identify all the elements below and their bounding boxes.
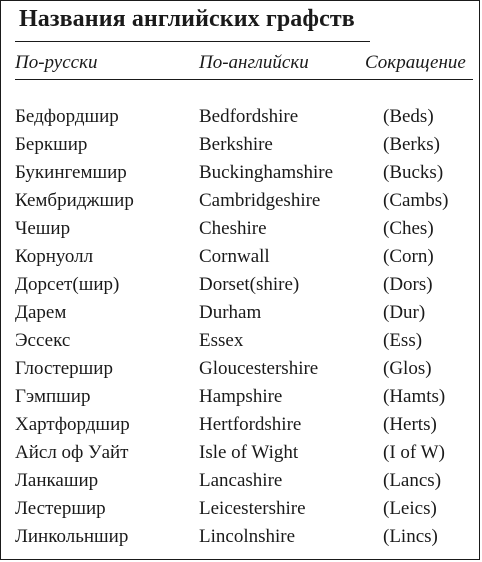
table-row [0, 190, 482, 218]
table-row [0, 330, 482, 358]
cell-english: Leicestershire [199, 498, 306, 519]
cell-russian: Беркшир [15, 134, 88, 155]
cell-english: Essex [199, 330, 244, 351]
cell-english: Buckinghamshire [199, 162, 334, 183]
cell-abbreviation: (Dur) [383, 302, 426, 323]
table-row [0, 246, 482, 274]
cell-english: Lincolnshire [199, 526, 296, 547]
cell-abbreviation: (Cambs) [383, 190, 449, 211]
page-title: Названия английских графств [19, 6, 355, 32]
cell-russian: Чешир [15, 218, 71, 239]
table-row [0, 414, 482, 442]
cell-english: Dorset(shire) [199, 274, 300, 295]
table-row [0, 386, 482, 414]
cell-english: Berkshire [199, 134, 273, 155]
cell-russian: Глостершир [15, 358, 113, 379]
cell-russian: Букингемшир [15, 162, 127, 183]
cell-abbreviation: (Herts) [383, 414, 437, 435]
cell-abbreviation: (Lancs) [383, 470, 442, 491]
table-row [0, 302, 482, 330]
cell-russian: Ланкашир [15, 470, 99, 491]
cell-russian: Дарем [15, 302, 67, 323]
cell-abbreviation: (Ches) [383, 218, 434, 239]
cell-english: Cornwall [199, 246, 270, 267]
cell-russian: Линкольншир [15, 526, 129, 547]
table-row [0, 162, 482, 190]
cell-english: Cheshire [199, 218, 267, 239]
cell-english: Durham [199, 302, 262, 323]
cell-english: Hampshire [199, 386, 283, 407]
cell-english: Isle of Wight [199, 442, 299, 463]
table-row [0, 358, 482, 386]
cell-abbreviation: (Bucks) [383, 162, 444, 183]
cell-abbreviation: (Berks) [383, 134, 440, 155]
cell-english: Hertfordshire [199, 414, 302, 435]
table-row [0, 274, 482, 302]
cell-russian: Гэмпшир [15, 386, 91, 407]
county-table-body [0, 106, 482, 554]
cell-english: Lancashire [199, 470, 283, 491]
table-row [0, 526, 482, 554]
table-row [0, 470, 482, 498]
table-row [0, 442, 482, 470]
table-row [0, 218, 482, 246]
cell-abbreviation: (Glos) [383, 358, 432, 379]
column-header-abbreviation: Сокращение [365, 52, 466, 73]
title-underline [15, 41, 370, 42]
column-header-russian: По-русски [15, 52, 98, 73]
cell-russian: Айсл оф Уайт [15, 442, 129, 463]
column-header-english: По-английски [199, 52, 309, 73]
cell-english: Gloucestershire [199, 358, 319, 379]
cell-russian: Кембриджшир [15, 190, 134, 211]
table-row [0, 106, 482, 134]
cell-abbreviation: (Hamts) [383, 386, 446, 407]
header-divider [15, 79, 473, 80]
cell-abbreviation: (Leics) [383, 498, 437, 519]
table-row [0, 134, 482, 162]
cell-abbreviation: (Lincs) [383, 526, 438, 547]
cell-abbreviation: (Beds) [383, 106, 434, 127]
cell-russian: Бедфордшир [15, 106, 119, 127]
cell-russian: Дорсет(шир) [15, 274, 120, 295]
table-row [0, 498, 482, 526]
cell-russian: Корнуолл [15, 246, 94, 267]
cell-abbreviation: (Corn) [383, 246, 434, 267]
cell-russian: Хартфордшир [15, 414, 130, 435]
cell-english: Bedfordshire [199, 106, 299, 127]
cell-abbreviation: (Dors) [383, 274, 433, 295]
cell-russian: Лестершир [15, 498, 106, 519]
cell-abbreviation: (I of W) [383, 442, 445, 463]
cell-russian: Эссекс [15, 330, 71, 351]
cell-english: Cambridgeshire [199, 190, 321, 211]
cell-abbreviation: (Ess) [383, 330, 423, 351]
